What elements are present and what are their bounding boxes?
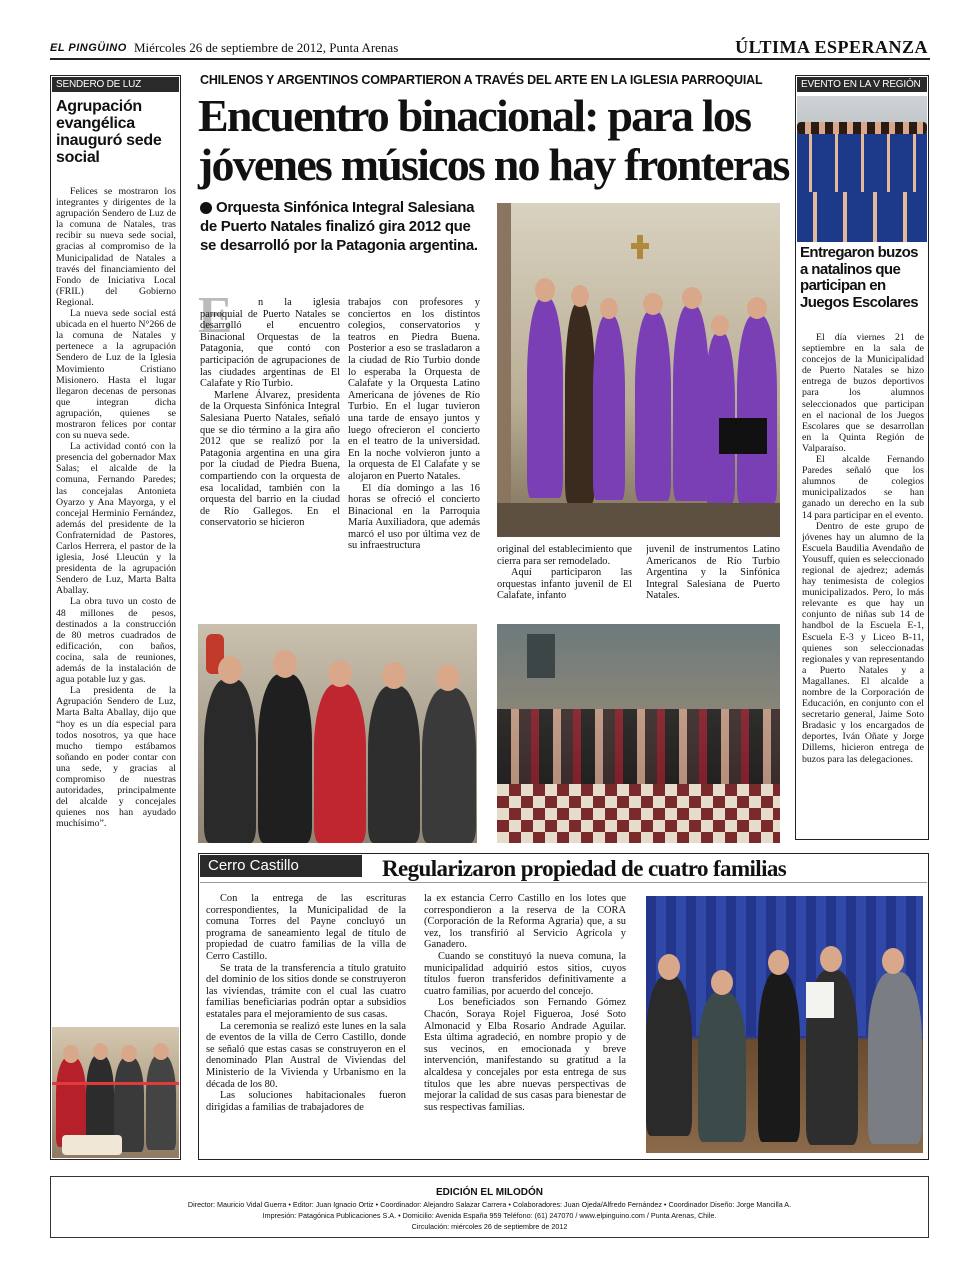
main-col-2 <box>348 297 480 617</box>
main-col-3 <box>497 544 632 614</box>
left-paragraph: La obra tuvo un costo de 48 millones de pesos, destinados a la construcción de 80 metros cuadrados de edificación, con baños, cocina, sala de reuniones, además de la instalación de agua potable luz y gas. <box>56 596 176 686</box>
brand-logo: EL PINGÜINO <box>50 42 127 54</box>
footer-circulation: Circulación: miércoles 26 de septiembre de 2012 <box>411 1222 568 1231</box>
main-kicker: CHILENOS Y ARGENTINOS COMPARTIERON A TRAVÉS DEL ARTE EN LA IGLESIA PARROQUIAL <box>200 73 763 87</box>
bottom-col-1 <box>206 893 406 1153</box>
authorities-photo <box>198 624 477 843</box>
main-headline-line2: jóvenes músicos no hay fronteras <box>198 139 789 190</box>
students-photo <box>797 96 927 242</box>
footer-printing: Impresión: Patagónica Publicaciones S.A. • Domicilio: Avenida España 959 Teléfono: (61) 247070 / www.elpinguino.com / Punta Arenas, Chile. <box>262 1211 717 1220</box>
left-story-headline: Agrupación evangélica inauguró sede social <box>56 98 162 166</box>
bottom-paragraph: Las soluciones habitacionales fueron dirigidas a familias de trabajadores de <box>206 1090 406 1113</box>
right-paragraph: El día viernes 21 de septiembre en la sala de concejos de la Municipalidad de Puerto Natales se hizo entrega de buzos deportivos para los alumnos seleccionados que participan en el nacional de los Juegos Escolares que se desarrollan en la Quinta Región de Valparaíso. <box>802 332 924 454</box>
audience-photo <box>497 624 780 843</box>
section-title: ÚLTIMA ESPERANZA <box>735 37 928 57</box>
main-col-1 <box>200 297 340 617</box>
left-paragraph: La presidenta de la Agrupación Sendero de Luz, Marta Balta Aballay, dijo que “hoy es un día especial para todos nosotros, ya que hace mucho tiempo estábamos soñando en poder contar con una sede, y gracias al compromiso de nuestras autoridades, principalmente del alcalde y concejales quienes nos han ayudado muchísimo”. <box>56 685 176 830</box>
main-col1-first: n la iglesia parroquial de Puerto Natales se desarrolló el encuentro Binacional Orquestas de la Patagonia, que contó con participación de agrupaciones de las ciudades argentinas de El Calafate y Río Turbio. <box>200 297 340 390</box>
left-story-body <box>56 186 176 986</box>
bottom-paragraph: Cuando se constituyó la nueva comuna, la municipalidad adquirió estos sitios, cuyos títulos fueron transferidos definitivamente a cuatro familias, por acuerdo del concejo. <box>424 950 626 997</box>
main-col2-p2: El día domingo a las 16 horas se ofreció el concierto Binacional en la Parroquia María Auxiliadora, que además marcó el uso por última vez de su infraestructura <box>348 482 480 552</box>
bottom-story-tag: Cerro Castillo <box>200 855 362 877</box>
header-date: Miércoles 26 de septiembre de 2012, Punta Arenas <box>134 40 399 55</box>
bottom-story-headline: Regularizaron propiedad de cuatro familias <box>382 856 787 881</box>
bottom-paragraph: Con la entrega de las escrituras correspondientes, la Municipalidad de la comuna Torres del Payne concluyó un programa de saneamiento legal de título de propiedad de cuatro familias de la villa de Cerro Castillo. <box>206 893 406 962</box>
bottom-paragraph: La ceremonia se realizó este lunes en la sala de eventos de la villa de Cerro Castillo, donde se señaló que estas casas se construyeron en el denominado Plan Austral de Viviendas del Ministerio de la Vivienda y Urbanismo en la década de los 80. <box>206 1020 406 1090</box>
dropcap: E <box>198 287 233 344</box>
main-col2-p1: trabajos con profesores y conciertos en los distintos colegios, conservatorios y teatros en Piedra Buena. Posterior a eso se trasladaron a la ciudad de Río Turbio donde lo esperaba la Orquesta de Calafate y la Orquesta Latino Americana de jóvenes de Río Turbio. En el lugar tuvieron una tarde de ensayo juntos y luego ofrecieron el concierto en el teatro de la universidad. En la noche volvieron junto a la orquesta de El Calafate y se alojaron en Puerto Natales. <box>348 297 480 482</box>
left-paragraph: La actividad contó con la presencia del gobernador Max Salas; el alcalde de la comuna, Fernando Paredes; las concejalas Antonieta Oyarzo y Ana Mayorga, y el concejal Herminio Fernández, además del presidente de la Confraternidad de Pastores, Carlos Herrera, el pastor de la iglesia, José Lleucún y la presidenta de la agrupación Sendero de Luz, Marta Balta Aballay. <box>56 441 176 597</box>
right-story-headline: Entregaron buzos a natalinos que participan en Juegos Escolares <box>800 244 918 311</box>
main-col1-p2: Marlene Álvarez, presidenta de la Orquesta Sinfónica Integral Salesiana Puerto Natales, señaló que se dio término a la gira año 2012 que se realizó por la Patagonia argentina en una gira por la ciudad de Piedra Buena, compartiendo con la orquesta de esa localidad, también con la orquesta del barrio en la ciudad de Río Gallegos. En el conservatorio se hicieron <box>200 389 340 529</box>
bottom-col2-first: la ex estancia Cerro Castillo en los lotes que correspondieron a la reserva de la CORA (Corporación de la Reforma Agraria) que, a su vez, los transfirió al Servicio Agrícola y Ganadero. <box>424 893 626 951</box>
bottom-paragraph: Se trata de la transferencia a título gratuito del dominio de los sitios donde se construyeron las viviendas, trámite con el cual las cuatro familias beneficiarias podrán optar a subsidios estatales para el mejoramiento de sus casas. <box>206 962 406 1020</box>
main-headline-line1: Encuentro binacional: para los <box>198 90 751 141</box>
main-col3-p2: Aquí participaron las orquestas infanto juvenil de El Calafate, infanto <box>497 567 632 602</box>
right-story-tag: EVENTO EN LA V REGIÓN <box>797 77 927 92</box>
right-paragraph: El alcalde Fernando Paredes señaló que los alumnos de colegios municipalizados se han ganado un derecho en la sub 14 para participar en el evento. <box>802 454 924 521</box>
main-col4-p1: juvenil de instrumentos Latino Americanos de Río Turbio Argentina y la Sinfónica Integral Salesiana de Puerto Natales. <box>646 544 780 602</box>
families-photo <box>646 896 923 1153</box>
left-paragraph: La nueva sede social está ubicada en el huerto N°266 de la comuna de Natales y pertenece a la agrupación Sendero de Luz de la Iglesia Movimiento Cristiano Misionero. Hasta el lugar llegaron decenas de personas que integran dicha agrupación, quienes se mostraron felices por contar con su nueva sede. <box>56 308 176 442</box>
bottom-paragraph: Los beneficiados son Fernando Gómez Chacón, Soraya Rojel Figueroa, José Soto Almonacid y Elba Rosario Andrade Aguilar. Esta última agradeció, en nombre propio y de sus vecinos, en emocionada y breve intervención, manifestando su gratitud a la alcaldesa y concejales por esta entrega de sus títulos que les abre nuevas perspectivas de mejorar la calidad de sus casas para bienestar de sus respectivas familias. <box>424 997 626 1113</box>
left-story-tag: SENDERO DE LUZ <box>52 77 179 92</box>
header-rule <box>50 58 930 60</box>
left-paragraph: Felices se mostraron los integrantes y dirigentes de la agrupación Sendero de Luz de la comuna de Natales, tras recibir su nueva sede social, gracias al compromiso de la Municipalidad de Natales a través del financiamiento del Fondo de Iniciativa Local (FRIL) del Gobierno Regional. <box>56 186 176 308</box>
bottom-col-2 <box>424 893 626 1153</box>
main-col-4 <box>646 544 780 614</box>
bottom-headline-rule <box>200 882 927 883</box>
main-col3-p1: original del establecimiento que cierra para ser remodelado. <box>497 544 632 567</box>
ribbon-cutting-photo <box>52 1027 179 1158</box>
footer-title: EDICIÓN EL MILODÓN <box>435 1187 544 1198</box>
right-story-body <box>802 332 924 837</box>
footer-credits: Director: Mauricio Vidal Guerra • Editor: Juan Ignacio Ortiz • Coordinador: Alejandro Salazar Carrera • Colaboradores: Juan Ojeda/Alfredo Fernández • Coordinador Diseño: Jorge Mancilla A. <box>187 1200 792 1209</box>
main-lead: Orquesta Sinfónica Integral Salesiana de Puerto Natales finalizó gira 2012 que se desarrolló por la Patagonia argentina. <box>200 199 478 254</box>
orchestra-photo <box>497 203 780 537</box>
right-paragraph: Dentro de este grupo de jóvenes hay un alumno de la Escuela Baudilia Avendaño de Yousuff, quien es seleccionado regional de ajedrez; además hay tenimesista de colegios municipalizados. Pero, lo más relevante es que hay un conjunto de niñas sub 14 de handbol de la Escuela E-1, Escuela E-3 y Liceo B-11, quienes son seleccionadas regionales y van representando a Puerto Natales y a Magallanes. El alcalde a nombre de la Corporación de Educación, en conjunto con el secretario general, Jaime Soto Bradasic y los encargados de deportes, Iván Oñate y Jorge Dillems, hicieron entrega de buzos para las delegaciones. <box>802 520 924 765</box>
